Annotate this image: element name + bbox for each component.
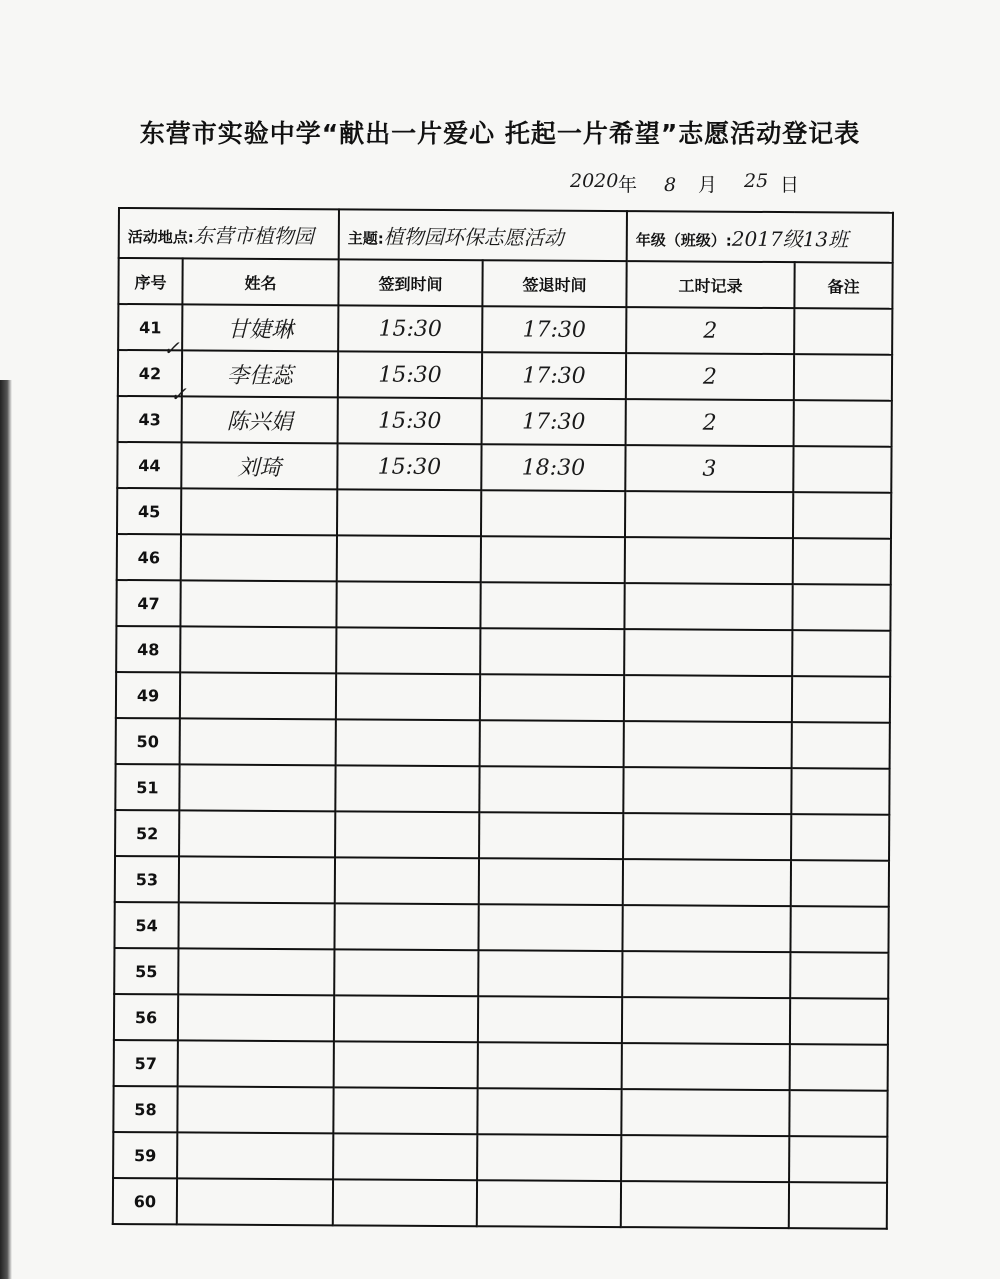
row-name bbox=[178, 994, 334, 1041]
row-note bbox=[794, 308, 892, 355]
row-hours bbox=[623, 859, 791, 906]
row-name bbox=[178, 1040, 334, 1087]
header-row bbox=[118, 258, 892, 309]
col-header-note: 备注 bbox=[794, 262, 892, 309]
grade-value: 2017级13班 bbox=[731, 226, 849, 251]
date-month-unit: 月 bbox=[698, 174, 718, 196]
row-sign-in bbox=[336, 581, 480, 628]
row-hours bbox=[625, 491, 793, 538]
row-sign-in bbox=[337, 535, 481, 582]
row-hours bbox=[622, 997, 790, 1044]
row-sign-out bbox=[477, 1134, 621, 1181]
row-sign-in bbox=[334, 995, 478, 1042]
location-value: 东营市植物园 bbox=[193, 222, 314, 248]
row-seq: 45 bbox=[117, 488, 181, 534]
row-hours bbox=[621, 1181, 789, 1228]
row-sign-out bbox=[477, 1088, 621, 1135]
row-note bbox=[793, 446, 891, 493]
row-sign-out: 18:30 bbox=[481, 444, 625, 491]
row-name bbox=[179, 810, 335, 857]
table-row bbox=[113, 1132, 887, 1183]
row-sign-in bbox=[333, 1179, 477, 1226]
row-name bbox=[177, 1086, 333, 1133]
row-seq: 51 bbox=[115, 764, 179, 810]
row-hours: 2 bbox=[626, 307, 794, 354]
theme-value: 植物园环保志愿活动 bbox=[383, 224, 564, 250]
table-row bbox=[115, 764, 889, 815]
row-sign-out bbox=[478, 950, 622, 997]
row-seq: 50 bbox=[116, 718, 180, 764]
theme-cell bbox=[339, 209, 627, 261]
row-note bbox=[792, 722, 890, 769]
row-name bbox=[177, 1132, 333, 1179]
row-name bbox=[181, 534, 337, 581]
row-seq: 53 bbox=[115, 856, 179, 902]
row-sign-in bbox=[333, 1087, 477, 1134]
row-note bbox=[793, 538, 891, 585]
row-name bbox=[179, 856, 335, 903]
table-row bbox=[114, 948, 888, 999]
table-row bbox=[117, 534, 891, 585]
row-name bbox=[178, 902, 334, 949]
row-sign-in: 15:30 bbox=[338, 351, 482, 398]
check-mark-icon: ✓ bbox=[170, 382, 187, 406]
location-label: 活动地点: bbox=[127, 227, 194, 246]
date-day: 25 bbox=[744, 170, 769, 192]
row-sign-in bbox=[333, 1133, 477, 1180]
row-name: 刘琦 bbox=[181, 442, 337, 489]
scan-edge-shadow bbox=[0, 380, 12, 1279]
row-seq: 55 bbox=[114, 948, 178, 994]
table-row bbox=[113, 1178, 887, 1229]
row-hours bbox=[622, 905, 790, 952]
row-seq: 49 bbox=[116, 672, 180, 718]
table-row bbox=[118, 304, 892, 355]
row-note bbox=[790, 952, 888, 999]
row-seq: 42 bbox=[118, 350, 182, 396]
row-hours bbox=[621, 1135, 789, 1182]
location-cell bbox=[119, 208, 339, 259]
row-seq: 41 bbox=[118, 304, 182, 350]
row-hours bbox=[622, 1043, 790, 1090]
row-sign-in bbox=[335, 857, 479, 904]
row-sign-out bbox=[481, 490, 625, 537]
row-sign-out: 17:30 bbox=[482, 352, 626, 399]
info-row bbox=[119, 208, 893, 263]
row-hours: 2 bbox=[626, 353, 794, 400]
table-row bbox=[116, 718, 890, 769]
row-sign-in bbox=[334, 949, 478, 996]
table-row bbox=[115, 856, 889, 907]
row-sign-in bbox=[336, 627, 480, 674]
row-note bbox=[794, 400, 892, 447]
row-sign-out bbox=[479, 812, 623, 859]
table-row bbox=[118, 350, 892, 401]
check-mark-icon: ✓ bbox=[163, 336, 180, 360]
row-hours bbox=[623, 767, 791, 814]
table-row bbox=[115, 810, 889, 861]
row-sign-out bbox=[478, 904, 622, 951]
row-seq: 43 bbox=[118, 396, 182, 442]
row-sign-out: 17:30 bbox=[482, 398, 626, 445]
row-sign-in bbox=[334, 903, 478, 950]
row-name: 陈兴娟 bbox=[182, 396, 338, 443]
table-row bbox=[118, 396, 892, 447]
row-hours bbox=[625, 537, 793, 584]
col-header-sign-in: 签到时间 bbox=[338, 259, 482, 306]
table-row bbox=[114, 1040, 888, 1091]
row-sign-in: 15:30 bbox=[337, 443, 481, 490]
row-name bbox=[177, 1178, 333, 1225]
table-row bbox=[116, 626, 890, 677]
row-note bbox=[792, 584, 890, 631]
row-seq: 46 bbox=[117, 534, 181, 580]
col-header-sign-out: 签退时间 bbox=[482, 260, 626, 307]
col-header-seq: 序号 bbox=[118, 258, 182, 304]
col-header-hours: 工时记录 bbox=[626, 261, 794, 308]
row-note bbox=[792, 630, 890, 677]
row-sign-out bbox=[480, 674, 624, 721]
col-header-name: 姓名 bbox=[182, 258, 338, 305]
row-name: 甘婕琳 bbox=[182, 304, 338, 351]
table-row bbox=[117, 488, 891, 539]
row-note bbox=[790, 998, 888, 1045]
row-sign-out bbox=[480, 628, 624, 675]
form-title: 东营市实验中学“献出一片爱心 托起一片希望”志愿活动登记表 bbox=[139, 119, 861, 148]
row-note bbox=[789, 1090, 887, 1137]
table-row bbox=[113, 1086, 887, 1137]
row-hours bbox=[622, 951, 790, 998]
row-sign-in: 15:30 bbox=[338, 397, 482, 444]
row-sign-out bbox=[479, 858, 623, 905]
row-seq: 44 bbox=[117, 442, 181, 488]
row-seq: 60 bbox=[113, 1178, 177, 1224]
row-hours bbox=[621, 1089, 789, 1136]
row-sign-in bbox=[336, 673, 480, 720]
row-name bbox=[178, 948, 334, 995]
row-sign-out: 17:30 bbox=[482, 306, 626, 353]
grade-label: 年级（班级）: bbox=[635, 230, 732, 250]
row-seq: 58 bbox=[113, 1086, 177, 1132]
table-row bbox=[116, 580, 890, 631]
date-year-unit: 年 bbox=[618, 174, 638, 196]
row-name bbox=[180, 718, 336, 765]
row-note bbox=[791, 860, 889, 907]
row-sign-in bbox=[336, 719, 480, 766]
row-seq: 59 bbox=[113, 1132, 177, 1178]
row-sign-out bbox=[480, 720, 624, 767]
row-hours: 3 bbox=[625, 445, 793, 492]
row-seq: 56 bbox=[114, 994, 178, 1040]
row-hours bbox=[623, 813, 791, 860]
row-note bbox=[789, 1182, 887, 1229]
grade-cell bbox=[627, 211, 893, 263]
date-day-unit: 日 bbox=[780, 174, 800, 196]
row-note bbox=[790, 1044, 888, 1091]
row-name bbox=[180, 580, 336, 627]
row-note bbox=[793, 492, 891, 539]
row-hours bbox=[624, 675, 792, 722]
table-row bbox=[117, 442, 891, 493]
row-seq: 57 bbox=[114, 1040, 178, 1086]
row-sign-out bbox=[480, 582, 624, 629]
row-sign-in bbox=[337, 489, 481, 536]
table-row bbox=[114, 902, 888, 953]
row-name: 李佳蕊 bbox=[182, 350, 338, 397]
row-sign-out bbox=[478, 996, 622, 1043]
row-seq: 48 bbox=[116, 626, 180, 672]
row-hours bbox=[624, 583, 792, 630]
row-sign-out bbox=[477, 1180, 621, 1227]
row-seq: 52 bbox=[115, 810, 179, 856]
table-row bbox=[116, 672, 890, 723]
row-note bbox=[792, 676, 890, 723]
row-name bbox=[179, 764, 335, 811]
row-note bbox=[791, 768, 889, 815]
row-sign-in bbox=[335, 811, 479, 858]
row-sign-in bbox=[334, 1041, 478, 1088]
row-sign-in bbox=[335, 765, 479, 812]
row-note bbox=[789, 1136, 887, 1183]
row-sign-in: 15:30 bbox=[338, 305, 482, 352]
row-note bbox=[791, 814, 889, 861]
row-hours bbox=[624, 721, 792, 768]
row-note bbox=[790, 906, 888, 953]
row-hours bbox=[624, 629, 792, 676]
row-sign-out bbox=[479, 766, 623, 813]
row-seq: 54 bbox=[114, 902, 178, 948]
row-note bbox=[794, 354, 892, 401]
row-name bbox=[181, 488, 337, 535]
date-year: 2020 bbox=[570, 170, 619, 192]
row-sign-out bbox=[478, 1042, 622, 1089]
table-row bbox=[114, 994, 888, 1045]
date-month: 8 bbox=[664, 174, 677, 196]
row-name bbox=[180, 672, 336, 719]
row-name bbox=[180, 626, 336, 673]
registration-table bbox=[112, 207, 894, 1230]
row-sign-out bbox=[481, 536, 625, 583]
row-seq: 47 bbox=[116, 580, 180, 626]
row-hours: 2 bbox=[626, 399, 794, 446]
theme-label: 主题: bbox=[347, 228, 384, 248]
